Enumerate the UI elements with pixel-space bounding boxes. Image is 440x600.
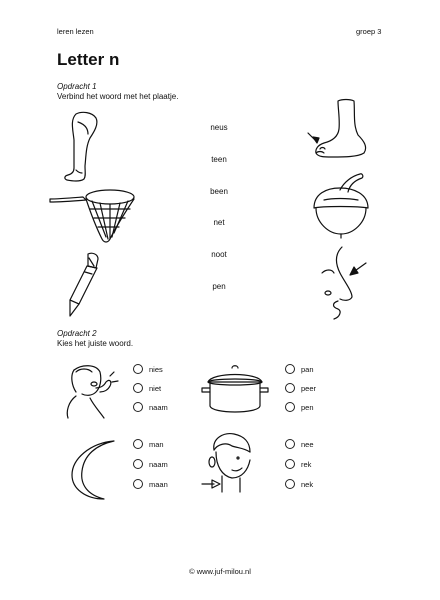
- radio-button[interactable]: [133, 439, 143, 449]
- match-word[interactable]: neus: [210, 123, 228, 132]
- task2-label: Opdracht 2: [57, 329, 97, 338]
- option-label: man: [149, 439, 164, 449]
- match-word[interactable]: noot: [211, 250, 227, 259]
- cooking-pot-picture: [198, 362, 273, 417]
- answer-option[interactable]: [285, 439, 314, 449]
- option-label: maan: [149, 479, 168, 489]
- pen-picture[interactable]: [60, 250, 105, 320]
- acorn-picture[interactable]: [308, 170, 373, 240]
- radio-button[interactable]: [285, 364, 295, 374]
- moon-picture: [60, 437, 122, 502]
- option-label: nek: [301, 479, 314, 489]
- neck-picture: [200, 432, 262, 498]
- option-label: nee: [301, 439, 314, 449]
- option-label: naam: [149, 459, 168, 469]
- option-label: pan: [301, 364, 314, 374]
- leg-picture[interactable]: [58, 110, 103, 185]
- net-picture[interactable]: [48, 187, 138, 245]
- match-word[interactable]: net: [213, 218, 225, 227]
- match-word[interactable]: teen: [211, 155, 227, 164]
- option-label: peer: [301, 383, 317, 393]
- radio-button[interactable]: [133, 383, 143, 393]
- header-left: leren lezen: [57, 27, 94, 36]
- answer-option[interactable]: [285, 479, 313, 489]
- footer-copyright: © www.juf-milou.nl: [189, 567, 251, 576]
- option-label: pen: [301, 402, 314, 412]
- task2-instruction: Kies het juiste woord.: [57, 339, 134, 348]
- answer-option[interactable]: [133, 459, 168, 469]
- answer-option[interactable]: [285, 364, 314, 374]
- option-label: rek: [301, 459, 312, 469]
- sneezing-person-picture: [60, 362, 120, 420]
- radio-button[interactable]: [285, 459, 295, 469]
- header-right: groep 3: [356, 27, 382, 36]
- radio-button[interactable]: [285, 383, 295, 393]
- radio-button[interactable]: [133, 402, 143, 412]
- page-title: Letter n: [57, 50, 120, 69]
- answer-option[interactable]: [133, 402, 168, 412]
- answer-option[interactable]: [285, 402, 314, 412]
- option-label: nies: [149, 364, 163, 374]
- foot-toe-picture[interactable]: [308, 97, 373, 162]
- option-label: naam: [149, 402, 168, 412]
- option-label: niet: [149, 383, 162, 393]
- radio-button[interactable]: [285, 479, 295, 489]
- task1-instruction: Verbind het woord met het plaatje.: [57, 92, 179, 101]
- answer-option[interactable]: [133, 383, 161, 393]
- answer-option[interactable]: [133, 364, 163, 374]
- match-word[interactable]: pen: [212, 282, 226, 291]
- radio-button[interactable]: [133, 459, 143, 469]
- nose-picture[interactable]: [312, 245, 372, 320]
- radio-button[interactable]: [285, 439, 295, 449]
- match-word[interactable]: been: [210, 187, 228, 196]
- answer-option[interactable]: [133, 479, 168, 489]
- answer-option[interactable]: [133, 439, 164, 449]
- answer-option[interactable]: [285, 383, 316, 393]
- task1-label: Opdracht 1: [57, 82, 97, 91]
- answer-option[interactable]: [285, 459, 311, 469]
- radio-button[interactable]: [133, 479, 143, 489]
- radio-button[interactable]: [285, 402, 295, 412]
- radio-button[interactable]: [133, 364, 143, 374]
